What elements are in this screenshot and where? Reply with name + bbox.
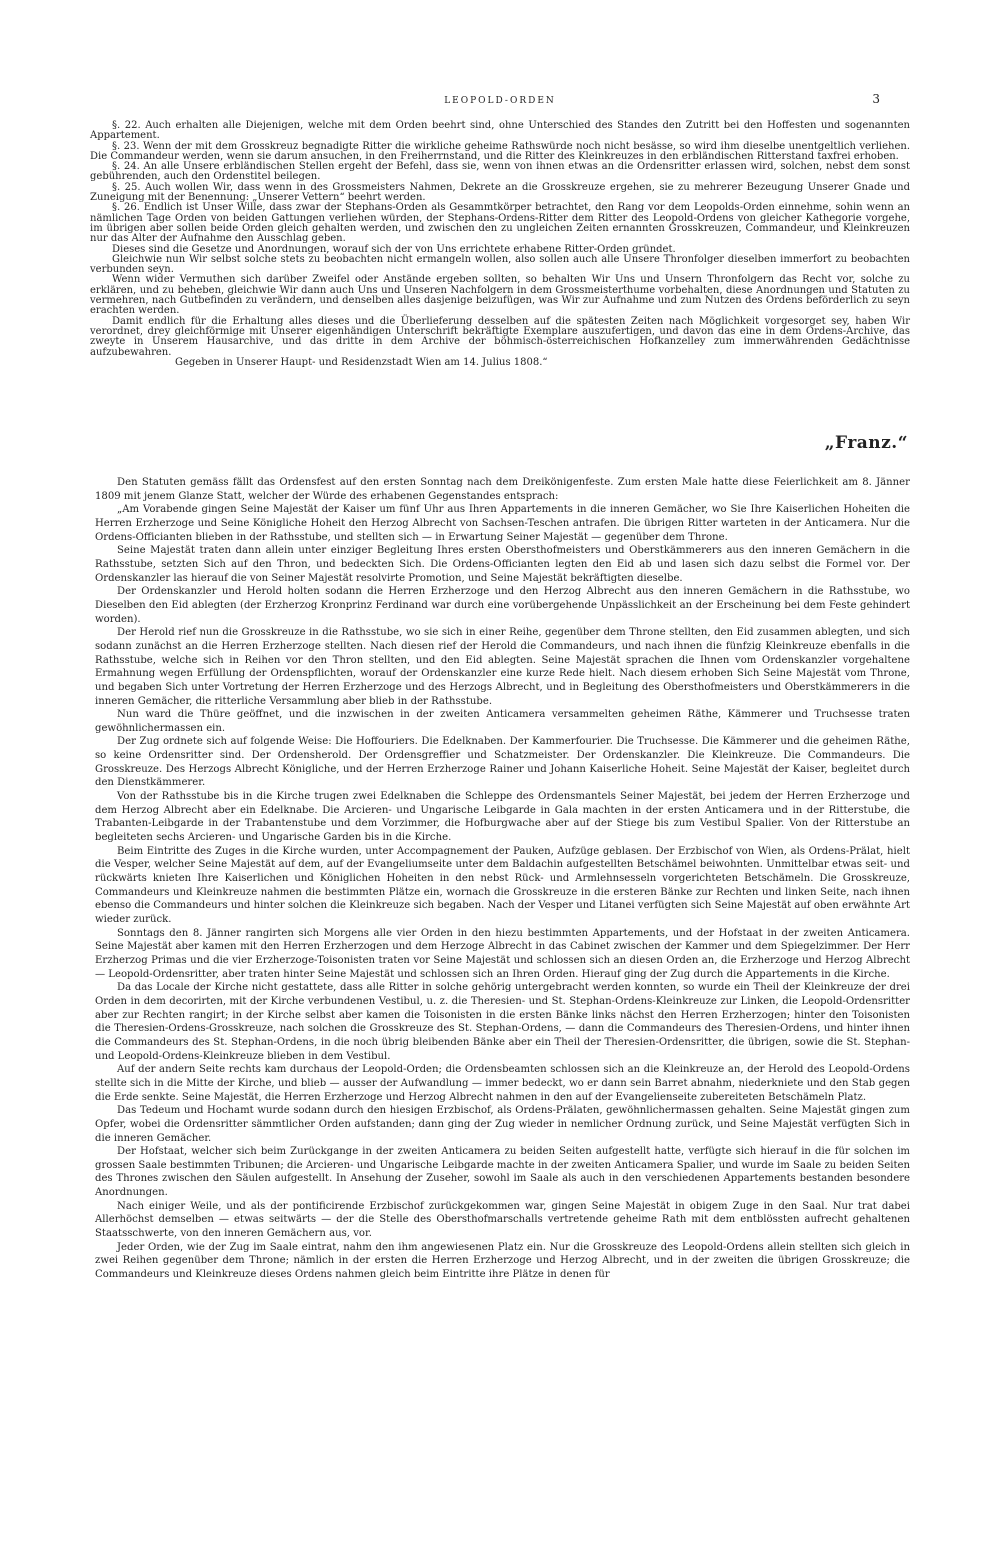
statute-paragraph: §. 26. Endlich ist Unser Wille, dass zwar der Stephans-Orden als Gesammtkörper betrachtet, den Rang vor dem Leopolds-Orden einnehme, sohin wenn an nämlichen Tage Orden von beiden Gattungen verliehen würden, der Stephans-Ordens-Ritter dem Ritter des Leopold-Ordens von gleicher Kathegorie vorgehe, im übrigen aber sollen beide Orden gleich gehalten werden, und zwischen den zu ungleichen Zeiten ernannten Grosskreuzen, Commandeur, und Kleinkreuzen nur das Alter der Aufnahme den Ausschlag geben.	[90, 202, 910, 245]
body-paragraph: Nun ward die Thüre geöffnet, und die inzwischen in der zweiten Anticamera versammelten geheimen Räthe, Kämmerer und Truchsesse traten gewöhnlichermassen ein.	[95, 709, 910, 734]
statute-paragraph: §. 22. Auch erhalten alle Diejenigen, welche mit dem Orden beehrt sind, ohne Unterschied des Standes den Zutritt bei den Hoffesten und sogenannten Appartement.	[90, 120, 910, 142]
body-paragraph: Das Tedeum und Hochamt wurde sodann durch den hiesigen Erzbischof, als Ordens-Prälaten, gewöhnlichermassen gehalten. Seine Majestät gingen zum Opfer, wobei die Ordensritter sämmtlicher Orden aufstanden; dann ging der Zug wieder in nemlicher Ordnung zurück, und Seine Majestät verfügten Sich in die inneren Gemächer.	[95, 1105, 910, 1144]
body-paragraph: Seine Majestät traten dann allein unter einziger Begleitung Ihres ersten Obersthofmeisters und Oberstkämmerers aus den inneren Gemächern in die Rathsstube, setzten Sich auf den Thron, und bedeckten Sich. Die Ordens-Officianten legten den Eid ab und lasen sich dazu selbst die Formel vor. Der Ordenskanzler las hierauf die von Seiner Majestät resolvirte Promotion, und Seine Majestät bekräftigten dieselbe.	[95, 545, 910, 584]
body-paragraph: Den Statuten gemäss fällt das Ordensfest auf den ersten Sonntag nach dem Dreikönigenfeste. Zum ersten Male hatte diese Feierlichkeit am 8. Jänner 1809 mit jenem Glanze Statt, welcher der Würde des erhabenen Gegenstandes entsprach:	[95, 477, 910, 502]
body-paragraph: „Am Vorabende gingen Seine Majestät der Kaiser um fünf Uhr aus Ihren Appartements in die inneren Gemächer, wo Sie Ihre Kaiserlichen Hoheiten die Herren Erzherzoge und Seine Königliche Hoheit den Herzog Albrecht von Sachsen-Teschen antrafen. Die übrigen Ritter warteten in der Anticamera. Nur die Ordens-Officianten blieben in der Rathsstube, und stellten sich — in Erwartung Seiner Majestät — gegenüber dem Throne.	[95, 504, 910, 543]
statute-paragraph: Gleichwie nun Wir selbst solche stets zu beobachten nicht ermangeln wollen, also sollen auch alle Unsere Thronfolger dieselben immerfort zu beobachten verbunden seyn.	[90, 253, 910, 276]
running-title: LEOPOLD-ORDEN	[444, 96, 556, 106]
statute-text-block	[90, 121, 910, 368]
body-paragraph: Da das Locale der Kirche nicht gestattete, dass alle Ritter in solche gehörig untergebracht werden konnten, so wurde ein Theil der Kleinkreuze der drei Orden in dem decorirten, mit der Kirche verbundenen Vestibul, u. z. die Theresien- und St. Stephan-Ordens-Kleinkreuze zur Linken, die Leopold-Ordensritter aber zur Rechten rangirt; in der Kirche selbst aber kamen die Toisonisten in die ersten Bänke links nächst den Herren Erzherzogen; hinter den Toisonisten die Theresien-Ordens-Grosskreuze, nach solchen die Grosskreuze des St. Stephan-Ordens, — dann die Commandeurs des Theresien-Ordens, und hinter ihnen die Commandeurs des St. Stephan-Ordens, in die noch übrig bleibenden Bänke aber ein Theil der Theresien-Ordensritter, die übrigen, sowie die St. Stephan- und Leopold-Ordens-Kleinkreuze blieben in dem Vestibul.	[95, 982, 910, 1062]
statute-paragraph: §. 24. An alle Unsere erbländischen Stellen ergeht der Befehl, dass sie, wenn von ihnen etwas an die Ordensritter erlassen wird, solchen, nebst dem sonst gebührenden, auch den Ordenstitel beilegen.	[90, 161, 910, 183]
body-paragraph: Beim Eintritte des Zuges in die Kirche wurden, unter Accompagnement der Pauken, Aufzüge geblasen. Der Erzbischof von Wien, als Ordens-Prälat, hielt die Vesper, welcher Seine Majestät auf dem, auf der Evangeliumseite unter dem Baldachin aufgestellten Betschämel beiwohnten. Unmittelbar etwas seit- und rückwärts knieten Ihre Kaiserlichen und Königlichen Hoheiten in den nebst Rück- und Armlehnsesseln vorgerichteten Betschämeln. Die Grosskreuze, Commandeurs und Kleinkreuze nahmen die bestimmten Plätze ein, wornach die Grosskreuze in die ersteren Bänke zur Rechten und linken Seite, nach ihnen ebenso die Commandeurs und hinter solchen die Kleinkreuze sich begaben. Nach der Vesper und Litanei verfügten sich Seine Majestät auf oben erwähnte Art wieder zurück.	[95, 845, 910, 925]
body-paragraph: Auf der andern Seite rechts kam durchaus der Leopold-Orden; die Ordensbeamten schlossen sich an die Kleinkreuze an, der Herold des Leopold-Ordens stellte sich in die Mitte der Kirche, und blieb — ausser der Aufwandlung — immer bedeckt, wo er dann sein Barret abnahm, niederkniete und den Stab gegen die Erde senkte. Seine Majestät, die Herren Erzherzoge und Herzog Albrecht nahmen in den auf der Evangelienseite zubereiteten Betschämeln Platz.	[95, 1064, 910, 1103]
statute-date-line: Gegeben in Unserer Haupt- und Residenzstadt Wien am 14. Julius 1808.“	[175, 356, 548, 368]
body-paragraph: Von der Rathsstube bis in die Kirche trugen zwei Edelknaben die Schleppe des Ordensmantels Seiner Majestät, bei jedem der Herren Erzherzoge und dem Herzog Albrecht aber ein Edelknabe. Die Arcieren- und Ungarische Leibgarde in Gala machten in der ersten Anticamera und in der Ritterstube, die Trabanten-Leibgarde in der Trabantenstube und dem Vorzimmer, die Hofburgwache aber auf der Stiege bis zum Vestibul Spalier. Von der Ritterstube an begleiteten sechs Arcieren- und Ungarische Garden bis in die Kirche.	[95, 791, 910, 844]
main-text-block	[95, 476, 910, 1282]
page-number: 3	[872, 92, 880, 106]
statute-paragraph: §. 23. Wenn der mit dem Grosskreuz begnadigte Ritter die wirkliche geheime Rathswürde noch nicht besässe, so wird ihm dieselbe unentgeltlich verliehen. Die Commandeur werden, wenn sie darum ansuchen, in den Freiherrnstand, und die Ritter des Kleinkreuzes in den erbländischen Ritterstand taxfrei erhoben.	[90, 140, 910, 162]
signature: „Franz.“	[824, 433, 908, 453]
statute-paragraph: Dieses sind die Gesetze und Anordnungen, worauf sich der von Uns errichtete erhabene Ritter-Orden gründet.	[112, 243, 676, 255]
body-paragraph: Sonntags den 8. Jänner rangirten sich Morgens alle vier Orden in den hiezu bestimmten Appartements, und der Hofstaat in der zweiten Anticamera. Seine Majestät aber kamen mit den Herren Erzherzogen und dem Herzoge Albrecht in das Cabinet zwischen der Kammer und dem Spiegelzimmer. Der Herr Erzherzog Primas und die vier Erzherzoge-Toisonisten traten vor Seine Majestät und schlossen sich an diesen Orden an, die Erzherzoge und Herzog Albrecht — Leopold-Ordensritter, aber traten hinter Seine Majestät und schlossen sich an Ihren Orden. Hierauf ging der Zug durch die Appartements in die Kirche.	[95, 927, 910, 980]
body-paragraph: Der Herold rief nun die Grosskreuze in die Rathsstube, wo sie sich in einer Reihe, gegenüber dem Throne stellten, den Eid zusammen ablegten, und sich sodann zunächst an die Herren Erzherzoge stellten. Nach diesen rief der Herold die Commandeurs, und nach ihnen die fünfzig Kleinkreuze ebenfalls in die Rathsstube, welche sich in Reihen vor den Thron stellten, und den Eid ablegten. Seine Majestät sprachen die Ihnen vom Ordenskanzler vorgehaltene Ermahnung wegen Erfüllung der Ordenspflichten, worauf der Ordenskanzler eine kurze Rede hielt. Nach diesem erhoben Sich Seine Majestät vom Throne, und begaben Sich unter Vortretung der Herren Erzherzoge und des Herzogs Albrecht, und in Begleitung des Obersthofmeisters und Oberstkämmerers in die inneren Gemächer, die ritterliche Versammlung aber blieb in der Rathsstube.	[95, 627, 910, 707]
body-paragraph: Jeder Orden, wie der Zug im Saale eintrat, nahm den ihm angewiesenen Platz ein. Nur die Grosskreuze des Leopold-Ordens allein stellten sich gleich in zwei Reihen gegenüber dem Throne; nämlich in der ersten die Herren Erzherzoge und Herzog Albrecht, und in der zweiten die übrigen Grosskreuze; die Commandeurs und Kleinkreuze dieses Ordens nahmen gleich beim Eintritte ihre Plätze in denen für	[95, 1241, 910, 1281]
body-paragraph: Der Hofstaat, welcher sich beim Zurückgange in der zweiten Anticamera zu beiden Seiten aufgestellt hatte, verfügte sich hierauf in die für solchen im grossen Saale bestimmten Tribunen; die Arcieren- und Ungarische Leibgarde machte in der zweiten Anticamera Spalier, und wurde im Saale zu beiden Seiten des Thrones zwischen den Säulen aufgestellt. In Ansehung der Zuseher, sowohl im Saale als auch in den verschiedenen Appartements bestanden besondere Anordnungen.	[95, 1146, 910, 1199]
body-paragraph: Nach einiger Weile, und als der pontificirende Erzbischof zurückgekommen war, gingen Seine Majestät in obigem Zuge in den Saal. Nur trat dabei Allerhöchst demselben — etwas seitwärts — der die Stelle des Obersthofmarschalls vertretende geheime Rath mit dem entblössten aufrecht gehaltenen Staatsschwerte, von den inneren Gemächern aus, vor.	[95, 1200, 910, 1240]
statute-paragraph: Damit endlich für die Erhaltung alles dieses und die Überlieferung desselben auf die spätesten Zeiten nach Möglichkeit vorgesorget sey, haben Wir verordnet, drey gleichförmige mit Unserer eigenhändigen Unterschrift bekräftigte Exemplare auszufertigen, und davon das eine in dem Ordens-Archive, das zweyte in Unserem Hausarchive, und das dritte in dem Archive der böhmisch-österreichischen Hofkanzelley zum immerwährenden Gedächtnisse aufzubewahren.	[90, 315, 910, 358]
body-paragraph: Der Ordenskanzler und Herold holten sodann die Herren Erzherzoge und den Herzog Albrecht aus den inneren Gemächern in die Rathsstube, wo Dieselben den Eid ablegten (der Erzherzog Kronprinz Ferdinand war durch eine vorübergehende Unpässlichkeit an der Erscheinung bei dem Feste gehindert worden).	[95, 586, 910, 625]
statute-paragraph: §. 25. Auch wollen Wir, dass wenn in des Grossmeisters Nahmen, Dekrete an die Grosskreuze ergehen, sie zu mehrerer Bezeugung Unserer Gnade und Zuneigung mit der Benennung: „Unserer Vettern“ beehrt werden.	[90, 181, 910, 204]
statute-paragraph: Wenn wider Vermuthen sich darüber Zweifel oder Anstände ergeben sollten, so behalten Wir Uns und Unsern Thronfolgern das Recht vor, solche zu erklären, und zu beheben, gleichwie Wir dann auch Uns und Unseren Nachfolgern in dem Grossmeisterthume vorbehalten, diese Anordnungen und Statuten zu vermehren, nach Gutbefinden zu verändern, und denselben alles dasjenige beizufügen, was Wir zur Aufnahme und zum Nutzen des Ordens beförderlich zu seyn erachten werden.	[90, 274, 910, 317]
body-paragraph: Der Zug ordnete sich auf folgende Weise: Die Hoffouriers. Die Edelknaben. Der Kammerfourier. Die Truchsesse. Die Kämmerer und die geheimen Räthe, so keine Ordensritter sind. Der Ordensherold. Der Ordensgreffier und Schatzmeister. Der Ordenskanzler. Die Kleinkreuze. Die Commandeurs. Die Grosskreuze. Des Herzogs Albrecht Königliche, und der Herren Erzherzoge Rainer und Johann Kaiserliche Hoheit. Seine Majestät der Kaiser, begleitet durch den Dienstkämmerer.	[95, 736, 910, 789]
